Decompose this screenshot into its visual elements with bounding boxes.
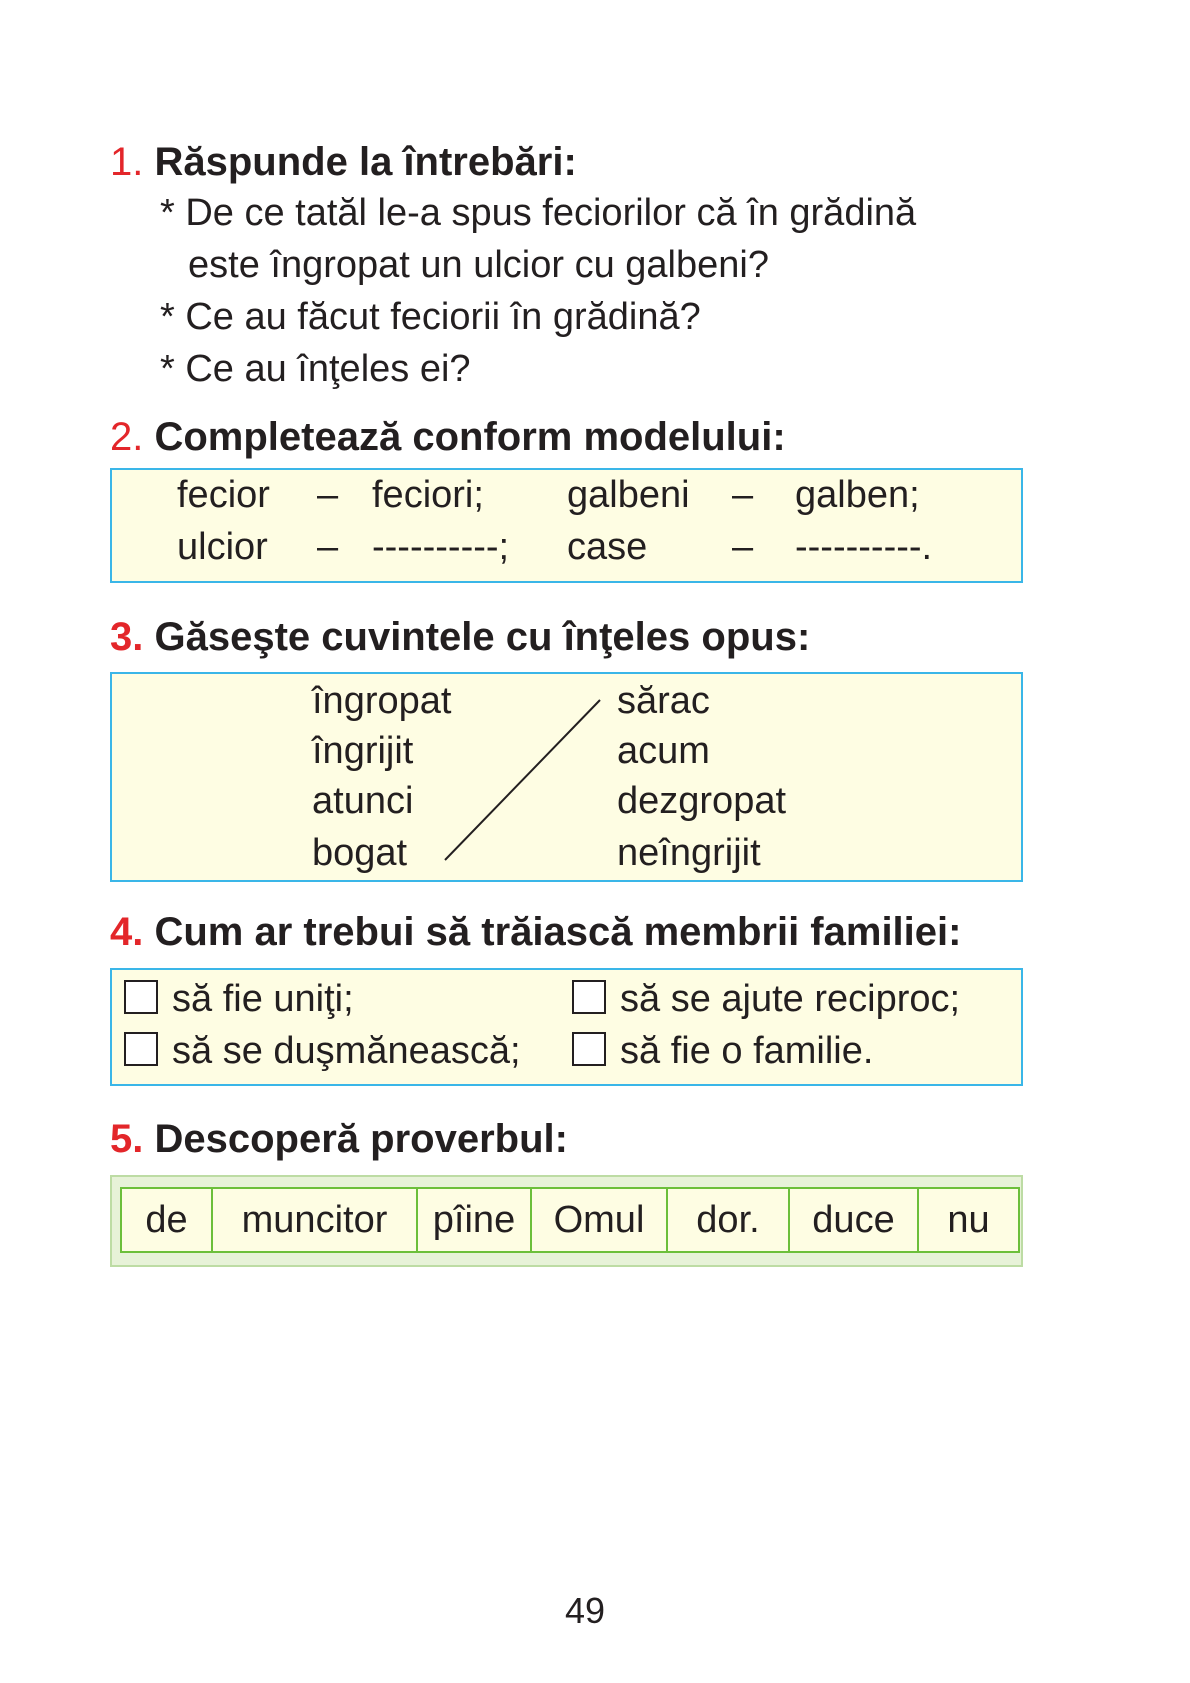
model-word: fecior [177,474,270,516]
proverb-word: dor. [668,1189,790,1251]
model-box [110,468,1023,583]
dash: – [317,526,339,568]
model-answer: galben; [795,474,920,516]
task-2-title: Completează conform modelului: [154,415,786,459]
task-3-number: 3. [110,615,144,659]
right-word: sărac [617,680,710,722]
exercise-word: ulcior [177,526,268,568]
option-label: să se ajute reciproc; [620,978,961,1020]
option-label: să fie uniţi; [172,978,354,1020]
task-5-number: 5. [110,1117,144,1161]
dash: – [317,474,339,516]
task-3-title: Găseşte cuvintele cu înţeles opus: [154,615,811,659]
task-5-title: Descoperă proverbul: [154,1117,568,1161]
left-word: bogat [312,832,408,874]
right-word: acum [617,730,710,772]
proverb-word: duce [790,1189,919,1251]
proverb-word: de [122,1189,213,1251]
left-word: atunci [312,780,414,822]
answer-blank: ----------; [372,526,510,568]
question-3: * Ce au înţeles ei? [160,348,471,390]
task-2-number: 2. [110,415,144,459]
option-label: să se duşmănească; [172,1030,521,1072]
page-number: 49 [564,1590,606,1631]
checkbox-option-4[interactable] [572,1032,606,1066]
question-1-continued: este îngropat un ulcior cu galbeni? [188,244,769,286]
task-3-heading [110,615,810,660]
task-4-title: Cum ar trebui să trăiască membrii familiei: [154,910,962,954]
answer-blank: ----------. [795,526,933,568]
connecting-line [112,674,1021,880]
option-label: să fie o familie. [620,1030,874,1072]
checkbox-option-3[interactable] [124,1032,158,1066]
task-5-heading [110,1117,568,1162]
task-2-heading [110,415,786,460]
proverb-word: nu [947,1198,990,1241]
question-1: * De ce tatăl le-a spus feciorilor că în grădină [160,192,917,234]
task-1-title: Răspunde la întrebări: [154,140,577,184]
dash: – [732,474,754,516]
right-word: neîngrijit [617,832,761,874]
model-word: galbeni [567,474,690,516]
model-answer: feciori; [372,474,484,516]
proverb-word: pîine [418,1189,532,1251]
task-1-heading [110,140,577,185]
exercise-word: case [567,526,648,568]
proverb-word-row [120,1187,1020,1253]
proverb-word: muncitor [213,1189,418,1251]
opposites-box [110,672,1023,882]
checkbox-option-2[interactable] [572,980,606,1014]
proverb-word: Omul [532,1189,668,1251]
dash: – [732,526,754,568]
left-word: îngrijit [312,730,414,772]
task-4-number: 4. [110,910,144,954]
proverb-frame [110,1175,1023,1267]
checkbox-option-1[interactable] [124,980,158,1014]
task-4-heading [110,910,961,955]
left-word: îngropat [312,680,452,722]
task-1-number: 1. [110,140,144,184]
right-word: dezgropat [617,780,787,822]
question-2: * Ce au făcut feciorii în grădină? [160,296,701,338]
options-box [110,968,1023,1086]
